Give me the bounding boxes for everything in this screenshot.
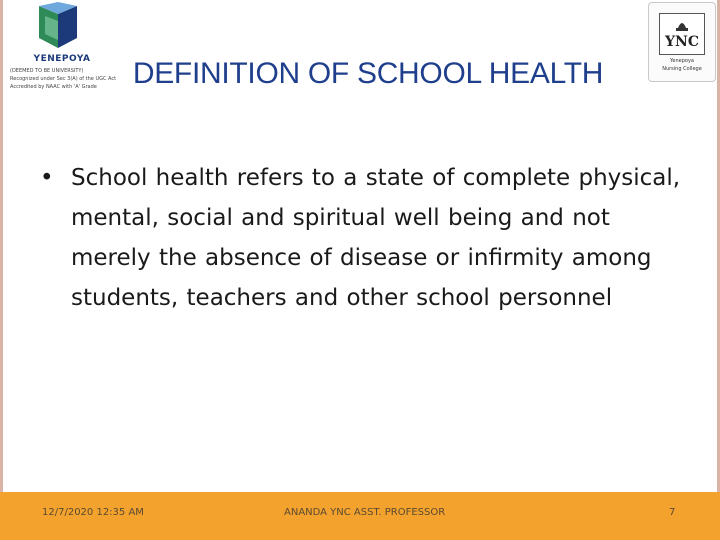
footer-date: 12/7/2020 12:35 AM <box>42 507 144 518</box>
lamp-icon <box>660 14 704 34</box>
bullet-dot-icon: • <box>40 165 54 191</box>
slide-border-left <box>0 0 3 540</box>
college-name-line: Yenepoya <box>670 58 694 64</box>
bullet-text: School health refers to a state of complete physical, mental, social and spiritual well being and not merely the absence of disease or infirmity among students, teachers and other school personnel <box>71 165 681 311</box>
slide-footer <box>0 492 720 540</box>
logo-fine-print: Accredited by NAAC with 'A' Grade <box>10 84 97 90</box>
college-emblem <box>659 13 705 55</box>
logo-brand-text: YENEPOYA <box>33 54 91 64</box>
footer-page-number: 7 <box>669 507 676 518</box>
shield-emblem-icon <box>33 2 83 52</box>
logo-fine-print: (DEEMED TO BE UNIVERSITY) <box>10 68 84 74</box>
nursing-college-logo <box>648 2 716 82</box>
footer-author: ANANDA YNC ASST. PROFESSOR <box>284 507 446 518</box>
slide-title: DEFINITION OF SCHOOL HEALTH <box>132 57 604 90</box>
bullet-item <box>40 158 688 318</box>
emblem-text: YNC <box>665 34 699 50</box>
logo-fine-print: Recognized under Sec 3(A) of the UGC Act <box>10 76 117 82</box>
bullet-list <box>40 158 688 318</box>
college-name-line: Nursing College <box>662 66 702 72</box>
